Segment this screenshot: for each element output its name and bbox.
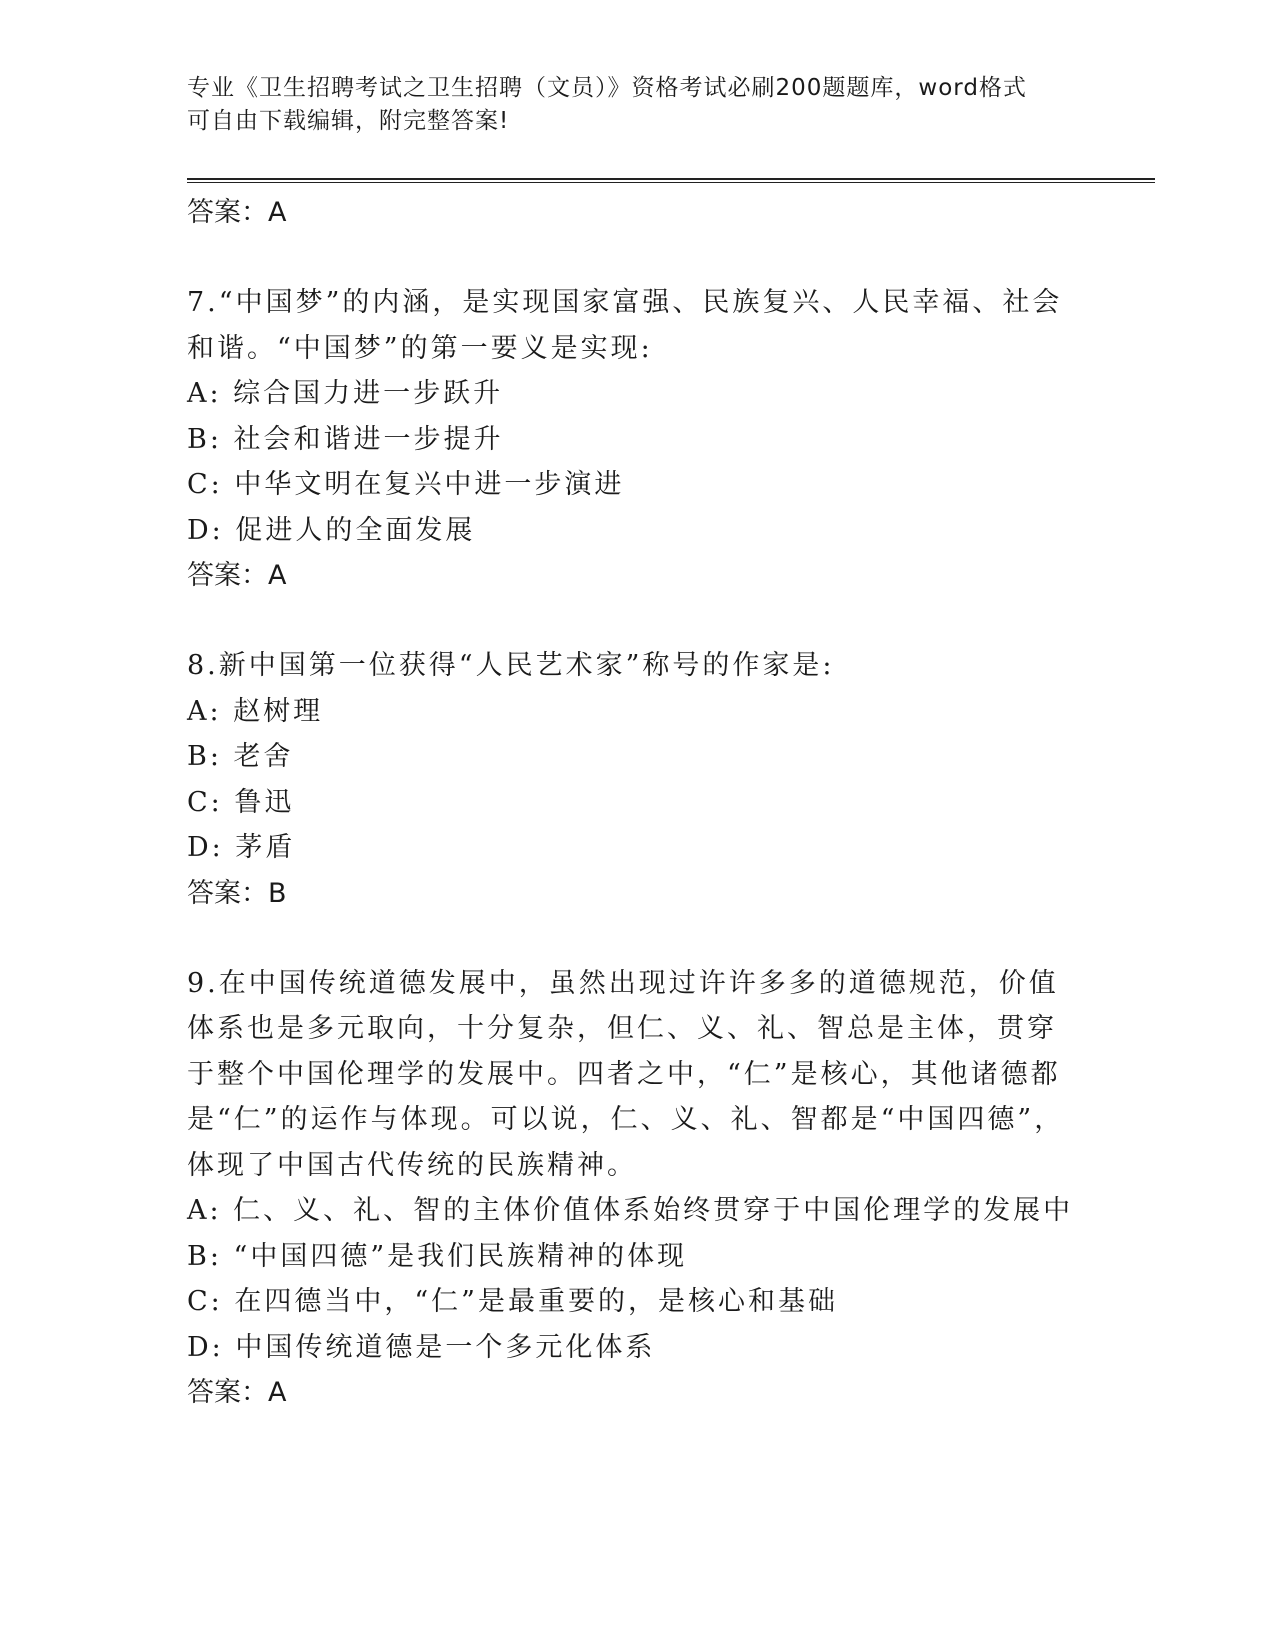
option-c: C: 中华文明在复兴中进一步演进: [187, 469, 625, 500]
option-b: B: “中国四德”是我们民族精神的体现: [187, 1240, 688, 1272]
header-line-2: 可自由下载编辑，附完整答案!: [187, 108, 510, 134]
question-answer: 答案：A: [187, 1377, 287, 1408]
option-b: B: 社会和谐进一步提升: [187, 423, 504, 455]
option-d: D: 中国传统道德是一个多元化体系: [187, 1331, 656, 1363]
option-d: D: 促进人的全面发展: [187, 514, 476, 546]
question-8: [187, 643, 1067, 917]
option-b: B: 老舍: [187, 741, 294, 772]
header-divider: [187, 178, 1155, 183]
question-stem: 9.在中国传统道德发展中，虽然出现过许许多多的道德规范，价值体系也是多元取向，十分复杂，但仁、义、礼、智总是主体，贯穿于整个中国伦理学的发展中。四者之中，“仁”是核心，其他诸德都是“仁”的运作与体现。可以说，仁、义、礼、智都是“中国四德”，体现了中国古代传统的民族精神。: [187, 967, 1065, 1181]
header-line-1: 专业《卫生招聘考试之卫生招聘（文员）》资格考试必刷200题题库，word格式: [187, 75, 1027, 101]
question-7: [187, 280, 1067, 599]
option-c: C: 鲁迅: [187, 786, 295, 818]
question-answer: 答案：A: [187, 560, 287, 591]
page-header: [187, 72, 1087, 138]
option-a: A: 赵树理: [187, 695, 324, 727]
document-body: [187, 190, 1074, 1416]
question-answer: 答案：B: [187, 877, 287, 909]
question-stem: 8.新中国第一位获得“人民艺术家”称号的作家是:: [187, 650, 835, 681]
option-c: C: 在四德当中，“仁”是最重要的，是核心和基础: [187, 1286, 838, 1317]
question-stem: 7.“中国梦”的内涵，是实现国家富强、民族复兴、人民幸福、社会和谐。“中国梦”的第一要义是实现:: [187, 287, 1063, 364]
question-9: [187, 961, 1074, 1417]
option-d: D: 茅盾: [187, 832, 296, 863]
option-a: A: 综合国力进一步跃升: [187, 378, 504, 409]
option-a: A: 仁、义、礼、智的主体价值体系始终贯穿于中国伦理学的发展中: [187, 1195, 1074, 1226]
previous-answer: 答案：A: [187, 197, 287, 228]
